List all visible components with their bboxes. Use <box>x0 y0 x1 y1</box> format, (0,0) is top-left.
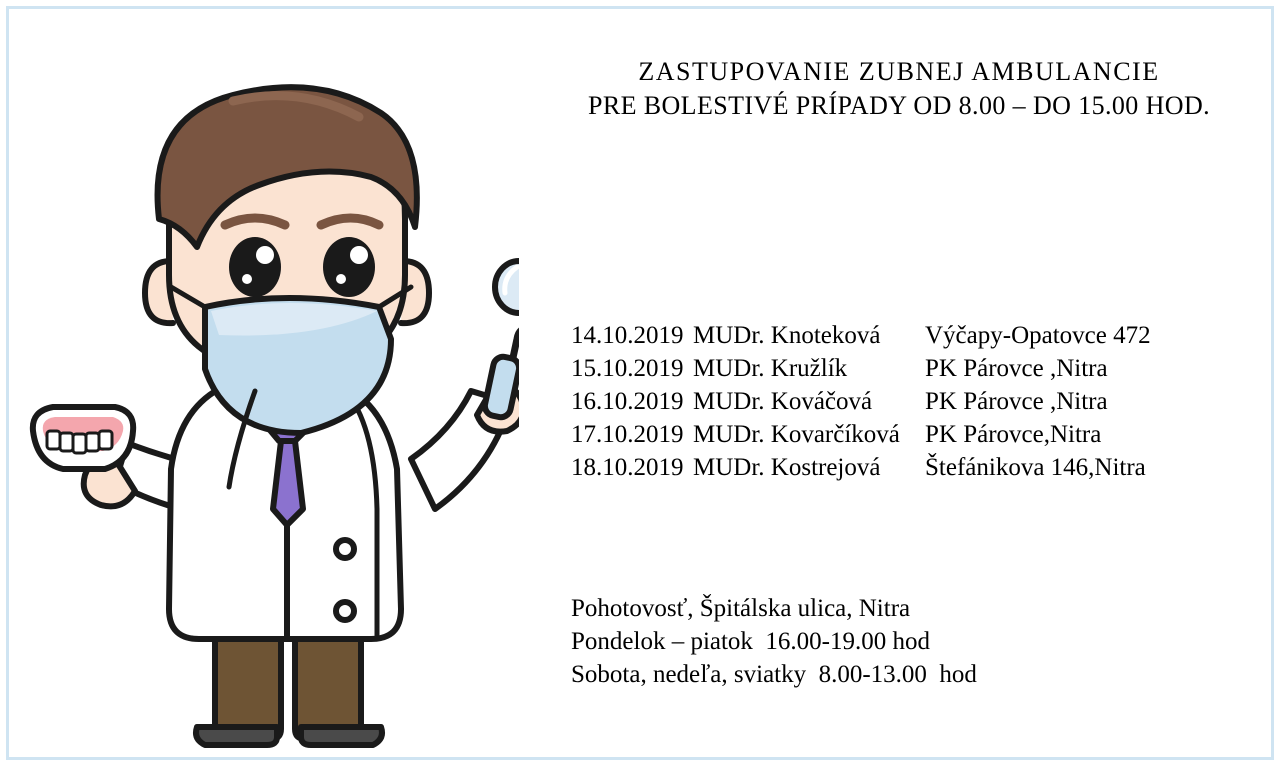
left-eye <box>229 237 281 297</box>
denture-tooth <box>99 431 112 449</box>
headline-line-2: PRE BOLESTIVÉ PRÍPADY OD 8.00 – DO 15.00 HOD. <box>587 91 1211 120</box>
schedule-place: PK Párovce ,Nitra <box>925 355 1108 382</box>
emergency-service-block <box>571 592 1271 691</box>
schedule-date: 14.10.2019 <box>571 322 684 349</box>
schedule-place: PK Párovce ,Nitra <box>925 388 1108 415</box>
denture-tooth <box>47 431 60 449</box>
schedule-row <box>571 385 1271 418</box>
schedule-row <box>571 418 1271 451</box>
schedule-date: 17.10.2019 <box>571 421 684 448</box>
right-eye-highlight-small <box>336 274 346 284</box>
right-eye <box>323 237 375 297</box>
denture-tooth <box>73 434 86 453</box>
schedule-place: PK Párovce,Nitra <box>925 421 1102 448</box>
denture-tooth <box>86 433 99 451</box>
schedule-place: Výčapy-Opatovce 472 <box>925 322 1151 349</box>
schedule-doctor: MUDr. Kostrejová <box>693 454 881 481</box>
denture-tooth <box>60 433 73 451</box>
schedule-row <box>571 319 1271 352</box>
emergency-title: Pohotovosť, Špitálska ulica, Nitra <box>571 595 911 622</box>
left-eye-highlight-small <box>242 274 252 284</box>
schedule-doctor: MUDr. Kružlík <box>693 355 848 382</box>
schedule-doctor: MUDr. Knoteková <box>693 322 881 349</box>
schedule-doctor: MUDr. Kováčová <box>693 388 873 415</box>
left-shoe <box>196 727 277 745</box>
coat-button-top <box>336 540 354 558</box>
right-shoe <box>301 727 382 745</box>
poster-canvas <box>9 9 1271 757</box>
schedule-date: 18.10.2019 <box>571 454 684 481</box>
schedule-row <box>571 451 1271 484</box>
right-eye-highlight <box>350 246 368 264</box>
emergency-weekday-hours: Pondelok – piatok 16.00-19.00 hod <box>571 628 931 655</box>
schedule-date: 16.10.2019 <box>571 388 684 415</box>
schedule-date: 15.10.2019 <box>571 355 684 382</box>
poster-frame <box>6 6 1274 760</box>
schedule-place: Štefánikova 146,Nitra <box>925 454 1146 481</box>
emergency-weekend-hours: Sobota, nedeľa, sviatky 8.00-13.00 hod <box>571 661 977 688</box>
duty-schedule-list <box>571 319 1271 484</box>
headline-line-1: ZASTUPOVANIE ZUBNEJ AMBULANCIE <box>638 57 1160 86</box>
schedule-row <box>571 352 1271 385</box>
schedule-doctor: MUDr. Kovarčíková <box>693 421 900 448</box>
coat-button-bottom <box>336 602 354 620</box>
necktie <box>273 441 303 525</box>
poster-headline <box>529 55 1269 123</box>
left-eye-highlight <box>256 246 274 264</box>
dentist-illustration <box>19 39 519 749</box>
